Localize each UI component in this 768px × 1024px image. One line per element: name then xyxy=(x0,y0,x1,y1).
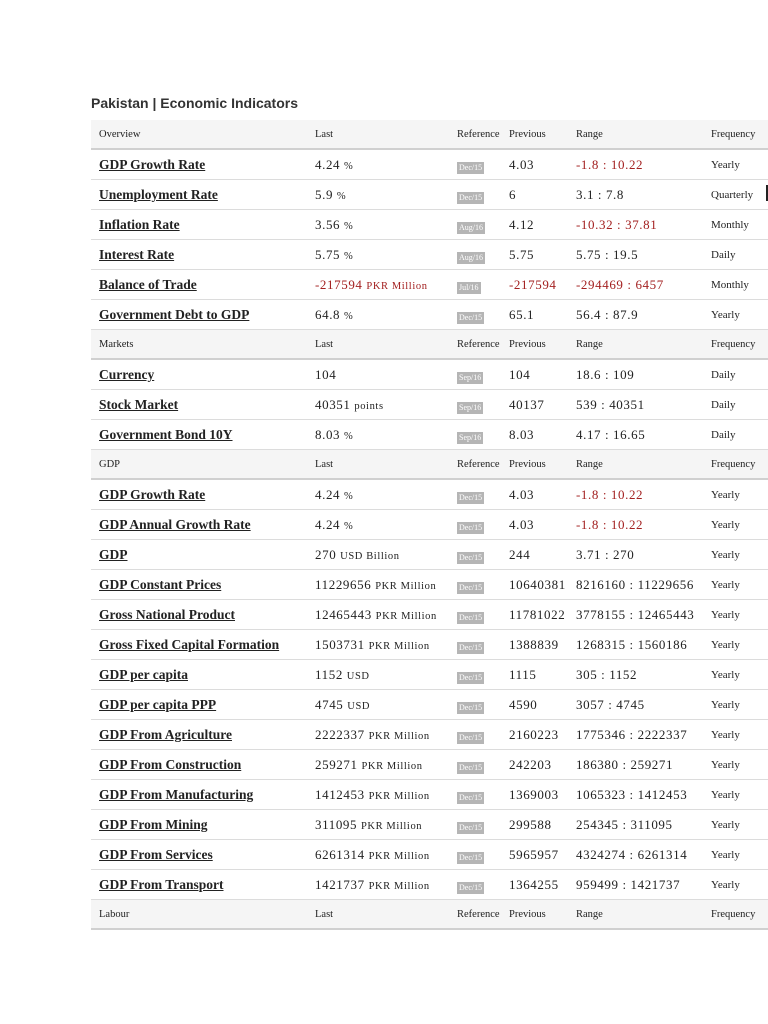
previous-value: 4590 xyxy=(509,697,538,712)
last-value xyxy=(315,727,430,743)
section-header-labour xyxy=(91,900,768,930)
range-value: -1.8 : 10.22 xyxy=(576,517,644,532)
reference-cell xyxy=(457,188,484,204)
last-value xyxy=(315,157,353,173)
previous-value: 4.03 xyxy=(509,487,535,502)
indicator-name-cell xyxy=(99,547,128,563)
unit-label: % xyxy=(344,521,354,532)
unit-label: USD xyxy=(346,671,370,682)
frequency-value: Daily xyxy=(711,399,736,411)
reference-badge: Sep/16 xyxy=(459,403,482,412)
indicator-link-gdp-from-construction[interactable]: GDP From Construction xyxy=(99,757,242,772)
section-header-overview xyxy=(91,120,768,150)
last-number: 1152 xyxy=(315,667,343,682)
table-row xyxy=(91,540,768,570)
column-header-reference: Reference xyxy=(457,129,500,140)
reference-cell xyxy=(457,668,484,684)
indicator-name-cell xyxy=(99,577,221,593)
previous-value: 1364255 xyxy=(509,877,559,892)
section-title: Overview xyxy=(99,129,141,140)
reference-cell xyxy=(457,548,484,564)
indicator-link-gdp-from-services[interactable]: GDP From Services xyxy=(99,847,213,862)
unit-label: PKR Million xyxy=(375,581,437,592)
indicator-name-cell xyxy=(99,277,197,293)
previous-value: 1115 xyxy=(509,667,537,682)
frequency-value: Yearly xyxy=(711,519,740,531)
unit-label: % xyxy=(344,251,354,262)
range-value: -294469 : 6457 xyxy=(576,277,664,292)
column-header-range: Range xyxy=(576,909,603,920)
reference-badge: Dec/15 xyxy=(459,313,483,322)
reference-badge: Dec/15 xyxy=(459,163,483,172)
indicator-name-cell xyxy=(99,787,253,803)
unit-label: % xyxy=(336,191,347,202)
indicator-link-currency[interactable]: Currency xyxy=(99,367,155,382)
reference-badge: Dec/15 xyxy=(459,883,483,892)
frequency-value: Yearly xyxy=(711,849,740,861)
reference-badge: Dec/15 xyxy=(459,583,483,592)
range-value: 1268315 : 1560186 xyxy=(576,637,688,652)
last-number: 12465443 xyxy=(315,607,372,622)
range-value: 186380 : 259271 xyxy=(576,757,674,772)
unit-label: % xyxy=(344,161,354,172)
indicator-name-cell xyxy=(99,697,216,713)
indicator-name-cell xyxy=(99,307,249,323)
reference-cell xyxy=(457,848,484,864)
last-value xyxy=(315,487,353,503)
last-value xyxy=(315,307,353,323)
reference-cell xyxy=(457,638,484,654)
frequency-value: Monthly xyxy=(711,219,749,231)
previous-value: 5.75 xyxy=(509,247,535,262)
previous-value: 11781022 xyxy=(509,607,566,622)
previous-value: 6 xyxy=(509,187,517,202)
last-number: 6261314 xyxy=(315,847,365,862)
column-header-previous: Previous xyxy=(509,339,546,350)
previous-value: 1369003 xyxy=(509,787,559,802)
section-title: Markets xyxy=(99,339,134,350)
range-value: 3.71 : 270 xyxy=(576,547,635,562)
last-value xyxy=(315,877,430,893)
last-number: 8.03 xyxy=(315,427,341,442)
reference-cell xyxy=(457,818,484,834)
reference-badge: Dec/15 xyxy=(459,643,483,652)
indicator-name-cell xyxy=(99,157,205,173)
last-value xyxy=(315,277,428,293)
indicator-name-cell xyxy=(99,397,178,413)
table-row xyxy=(91,870,768,900)
reference-cell xyxy=(457,878,484,894)
column-header-frequency: Frequency xyxy=(711,909,756,920)
table-row xyxy=(91,150,768,180)
page-title: Pakistan | Economic Indicators xyxy=(91,95,298,111)
unit-label: PKR Million xyxy=(368,791,430,802)
previous-value: -217594 xyxy=(509,277,557,292)
column-header-range: Range xyxy=(576,339,603,350)
column-header-last: Last xyxy=(315,909,334,920)
last-value xyxy=(315,427,353,443)
reference-badge: Sep/16 xyxy=(459,373,482,382)
range-value: 3057 : 4745 xyxy=(576,697,645,712)
indicator-link-government-bond-10y[interactable]: Government Bond 10Y xyxy=(99,427,233,442)
reference-cell xyxy=(457,578,484,594)
reference-badge: Dec/15 xyxy=(459,703,483,712)
indicator-name-cell xyxy=(99,367,154,383)
last-value xyxy=(315,397,384,413)
frequency-value: Daily xyxy=(711,429,736,441)
last-number: 5.75 xyxy=(315,247,341,262)
reference-cell xyxy=(457,428,483,444)
range-value: 4.17 : 16.65 xyxy=(576,427,646,442)
section-title: Labour xyxy=(99,909,130,920)
reference-badge: Aug/16 xyxy=(459,253,483,262)
section-title: GDP xyxy=(99,459,121,470)
indicator-name-cell xyxy=(99,877,224,893)
last-number: 64.8 xyxy=(315,307,341,322)
indicator-link-gdp-growth-rate[interactable]: GDP Growth Rate xyxy=(99,157,206,172)
last-value xyxy=(315,547,400,563)
frequency-value: Yearly xyxy=(711,699,740,711)
column-header-reference: Reference xyxy=(457,459,500,470)
unit-label: USD xyxy=(347,701,371,712)
range-value: 3778155 : 12465443 xyxy=(576,607,695,622)
column-header-last: Last xyxy=(315,339,334,350)
table-row xyxy=(91,390,768,420)
section-header-gdp xyxy=(91,450,768,480)
unit-label: PKR Million xyxy=(360,821,423,832)
indicator-link-gdp-constant-prices[interactable]: GDP Constant Prices xyxy=(99,577,222,592)
table-row xyxy=(91,360,768,390)
indicator-name-cell xyxy=(99,757,241,773)
previous-value: 10640381 xyxy=(509,577,566,592)
range-value: 254345 : 311095 xyxy=(576,817,673,832)
indicator-link-gdp-per-capita-ppp[interactable]: GDP per capita PPP xyxy=(99,697,217,712)
last-number: -217594 xyxy=(315,277,363,292)
last-number: 270 xyxy=(315,547,337,562)
indicator-link-gdp-per-capita[interactable]: GDP per capita xyxy=(99,667,188,682)
frequency-value: Yearly xyxy=(711,639,740,651)
reference-badge: Aug/16 xyxy=(459,223,483,232)
column-header-previous: Previous xyxy=(509,129,546,140)
unit-label: % xyxy=(344,221,354,232)
column-header-frequency: Frequency xyxy=(711,129,756,140)
frequency-value: Yearly xyxy=(711,729,740,741)
reference-cell xyxy=(457,398,483,414)
indicator-name-cell xyxy=(99,607,235,623)
reference-badge: Dec/15 xyxy=(459,523,483,532)
table-row xyxy=(91,660,768,690)
range-value: 305 : 1152 xyxy=(576,667,638,682)
reference-cell xyxy=(457,278,481,294)
column-header-last: Last xyxy=(315,129,334,140)
indicator-name-cell xyxy=(99,817,208,833)
indicator-name-cell xyxy=(99,517,251,533)
last-number: 4745 xyxy=(315,697,344,712)
range-value: 3.1 : 7.8 xyxy=(576,187,625,202)
table-row xyxy=(91,570,768,600)
reference-badge: Dec/15 xyxy=(459,793,483,802)
last-number: 5.9 xyxy=(315,187,334,202)
last-number: 1412453 xyxy=(315,787,365,802)
last-value xyxy=(315,367,336,383)
last-value xyxy=(315,637,430,653)
last-value xyxy=(315,667,370,683)
frequency-value: Daily xyxy=(711,249,736,261)
previous-value: 4.12 xyxy=(509,217,535,232)
column-header-previous: Previous xyxy=(509,459,546,470)
reference-badge: Dec/15 xyxy=(459,613,483,622)
last-number: 1503731 xyxy=(315,637,365,652)
reference-badge: Dec/15 xyxy=(459,493,483,502)
reference-cell xyxy=(457,488,484,504)
indicator-link-gdp-from-transport[interactable]: GDP From Transport xyxy=(99,877,224,892)
previous-value: 40137 xyxy=(509,397,545,412)
range-value: -10.32 : 37.81 xyxy=(576,217,658,232)
reference-cell xyxy=(457,368,483,384)
table-row xyxy=(91,840,768,870)
indicator-link-gdp-from-manufacturing[interactable]: GDP From Manufacturing xyxy=(99,787,254,802)
last-value xyxy=(315,577,436,593)
previous-value: 65.1 xyxy=(509,307,535,322)
reference-badge: Dec/15 xyxy=(459,193,483,202)
frequency-value: Yearly xyxy=(711,819,740,831)
last-value xyxy=(315,817,422,833)
reference-badge: Jul/16 xyxy=(459,283,479,292)
previous-value: 244 xyxy=(509,547,531,562)
last-number: 4.24 xyxy=(315,517,341,532)
table-row xyxy=(91,180,768,210)
previous-value: 242203 xyxy=(509,757,552,772)
last-number: 11229656 xyxy=(315,577,372,592)
table-row xyxy=(91,240,768,270)
table-row xyxy=(91,690,768,720)
range-value: 56.4 : 87.9 xyxy=(576,307,639,322)
indicator-link-gdp-from-mining[interactable]: GDP From Mining xyxy=(99,817,208,832)
previous-value: 4.03 xyxy=(509,517,535,532)
column-header-frequency: Frequency xyxy=(711,339,756,350)
frequency-value: Yearly xyxy=(711,879,740,891)
frequency-value: Yearly xyxy=(711,579,740,591)
reference-badge: Dec/15 xyxy=(459,853,483,862)
frequency-value: Yearly xyxy=(711,159,740,171)
column-header-range: Range xyxy=(576,129,603,140)
last-value xyxy=(315,517,353,533)
frequency-value: Yearly xyxy=(711,549,740,561)
last-number: 3.56 xyxy=(315,217,341,232)
frequency-value: Monthly xyxy=(711,279,749,291)
table-row xyxy=(91,270,768,300)
table-row xyxy=(91,480,768,510)
indicator-link-government-debt-to-gdp[interactable]: Government Debt to GDP xyxy=(99,307,250,322)
last-number: 1421737 xyxy=(315,877,365,892)
indicator-link-gdp-from-agriculture[interactable]: GDP From Agriculture xyxy=(99,727,232,742)
last-number: 4.24 xyxy=(315,487,341,502)
column-header-last: Last xyxy=(315,459,334,470)
last-value xyxy=(315,847,430,863)
range-value: 1065323 : 1412453 xyxy=(576,787,688,802)
range-value: 959499 : 1421737 xyxy=(576,877,681,892)
reference-cell xyxy=(457,728,484,744)
previous-value: 8.03 xyxy=(509,427,535,442)
indicator-link-balance-of-trade[interactable]: Balance of Trade xyxy=(99,277,197,292)
unit-label: % xyxy=(344,431,354,442)
reference-badge: Dec/15 xyxy=(459,823,483,832)
indicator-link-gross-national-product[interactable]: Gross National Product xyxy=(99,607,236,622)
frequency-value: Yearly xyxy=(711,609,740,621)
previous-value: 104 xyxy=(509,367,531,382)
unit-label: PKR Million xyxy=(368,851,430,862)
last-number: 2222337 xyxy=(315,727,365,742)
indicator-name-cell xyxy=(99,217,180,233)
indicator-name-cell xyxy=(99,847,213,863)
range-value: 539 : 40351 xyxy=(576,397,645,412)
range-value: 5.75 : 19.5 xyxy=(576,247,639,262)
frequency-value: Yearly xyxy=(711,789,740,801)
unit-label: PKR Million xyxy=(368,641,430,652)
indicator-name-cell xyxy=(99,487,205,503)
previous-value: 2160223 xyxy=(509,727,559,742)
range-value: 8216160 : 11229656 xyxy=(576,577,694,592)
table-row xyxy=(91,600,768,630)
unit-label: PKR Million xyxy=(361,761,423,772)
table-row xyxy=(91,750,768,780)
reference-cell xyxy=(457,308,484,324)
range-value: -1.8 : 10.22 xyxy=(576,487,644,502)
frequency-value: Yearly xyxy=(711,669,740,681)
reference-cell xyxy=(457,518,484,534)
last-number: 259271 xyxy=(315,757,358,772)
column-header-previous: Previous xyxy=(509,909,546,920)
reference-cell xyxy=(457,788,484,804)
unit-label: % xyxy=(344,491,354,502)
unit-label: PKR Million xyxy=(368,881,430,892)
table-row xyxy=(91,780,768,810)
table-row xyxy=(91,630,768,660)
range-value: -1.8 : 10.22 xyxy=(576,157,644,172)
reference-cell xyxy=(457,758,484,774)
indicator-name-cell xyxy=(99,187,218,203)
column-header-frequency: Frequency xyxy=(711,459,756,470)
range-value: 1775346 : 2222337 xyxy=(576,727,688,742)
column-header-range: Range xyxy=(576,459,603,470)
indicator-link-inflation-rate[interactable]: Inflation Rate xyxy=(99,217,180,232)
indicator-name-cell xyxy=(99,427,233,443)
reference-badge: Dec/15 xyxy=(459,673,483,682)
section-header-markets xyxy=(91,330,768,360)
last-number: 104 xyxy=(315,367,337,382)
last-value xyxy=(315,787,430,803)
unit-label: % xyxy=(344,311,354,322)
indicator-link-interest-rate[interactable]: Interest Rate xyxy=(99,247,175,262)
frequency-value: Quarterly xyxy=(711,189,754,201)
indicator-link-gdp-annual-growth-rate[interactable]: GDP Annual Growth Rate xyxy=(99,517,251,532)
indicator-name-cell xyxy=(99,637,279,653)
table-row xyxy=(91,300,768,330)
indicator-link-gross-fixed-capital-formation[interactable]: Gross Fixed Capital Formation xyxy=(99,637,280,652)
column-header-reference: Reference xyxy=(457,909,500,920)
table-row xyxy=(91,720,768,750)
previous-value: 5965957 xyxy=(509,847,559,862)
unit-label: PKR Million xyxy=(366,281,428,292)
reference-cell xyxy=(457,698,484,714)
reference-cell xyxy=(457,248,485,264)
last-number: 40351 xyxy=(315,397,351,412)
last-value xyxy=(315,187,346,203)
indicator-link-stock-market[interactable]: Stock Market xyxy=(99,397,179,412)
last-number: 4.24 xyxy=(315,157,341,172)
previous-value: 1388839 xyxy=(509,637,559,652)
last-value xyxy=(315,217,353,233)
indicator-name-cell xyxy=(99,247,174,263)
reference-badge: Dec/15 xyxy=(459,763,483,772)
indicator-name-cell xyxy=(99,667,188,683)
reference-badge: Dec/15 xyxy=(459,733,483,742)
unit-label: PKR Million xyxy=(375,611,437,622)
range-value: 4324274 : 6261314 xyxy=(576,847,688,862)
indicator-link-gdp-growth-rate[interactable]: GDP Growth Rate xyxy=(99,487,206,502)
unit-label: points xyxy=(354,401,384,412)
frequency-value: Yearly xyxy=(711,309,740,321)
last-value xyxy=(315,757,423,773)
frequency-value: Yearly xyxy=(711,489,740,501)
table-row xyxy=(91,810,768,840)
previous-value: 4.03 xyxy=(509,157,535,172)
last-value xyxy=(315,247,353,263)
table-row xyxy=(91,420,768,450)
previous-value: 299588 xyxy=(509,817,552,832)
last-value xyxy=(315,607,437,623)
range-value: 18.6 : 109 xyxy=(576,367,635,382)
unit-label: PKR Million xyxy=(368,731,430,742)
last-number: 311095 xyxy=(315,817,358,832)
frequency-value: Yearly xyxy=(711,759,740,771)
indicator-link-unemployment-rate[interactable]: Unemployment Rate xyxy=(99,187,218,202)
frequency-value: Daily xyxy=(711,369,736,381)
last-value xyxy=(315,697,370,713)
indicator-name-cell xyxy=(99,727,232,743)
indicator-link-gdp[interactable]: GDP xyxy=(99,547,128,562)
indicator-table xyxy=(91,120,768,930)
reference-badge: Sep/16 xyxy=(459,433,482,442)
unit-label: USD Billion xyxy=(340,551,400,562)
reference-cell xyxy=(457,218,485,234)
reference-badge: Dec/15 xyxy=(459,553,483,562)
table-row xyxy=(91,210,768,240)
table-row xyxy=(91,510,768,540)
reference-cell xyxy=(457,608,484,624)
reference-cell xyxy=(457,158,484,174)
column-header-reference: Reference xyxy=(457,339,500,350)
